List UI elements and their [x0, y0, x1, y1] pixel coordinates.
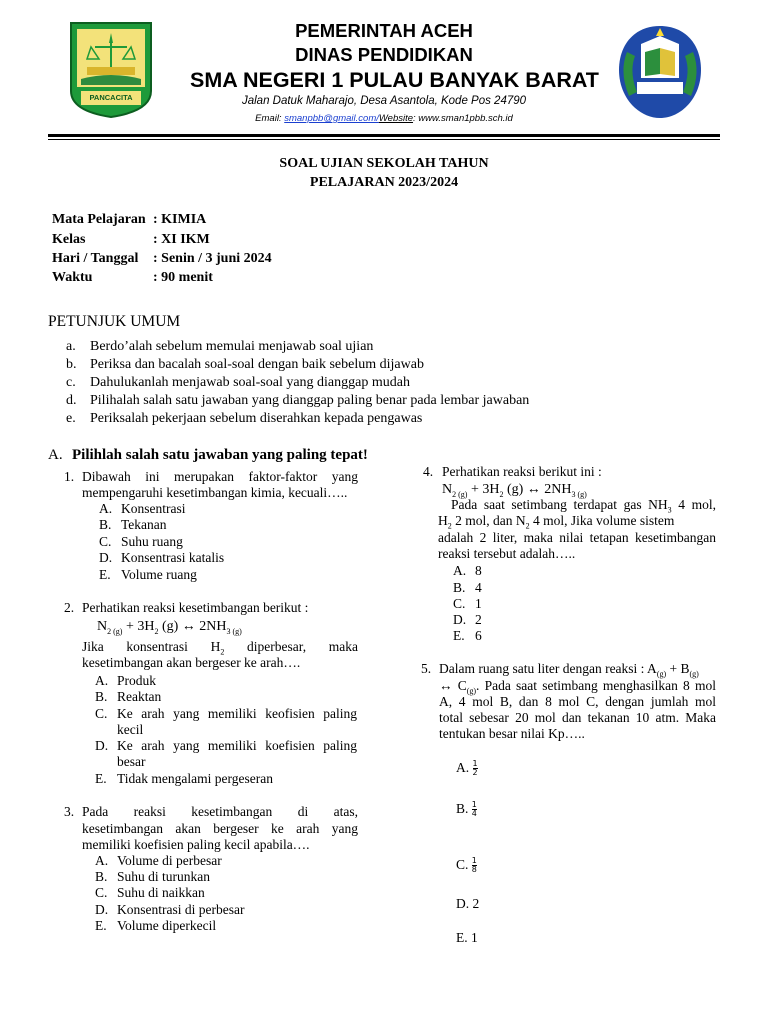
info-date: Hari / Tanggal : Senin / 3 juni 2024: [52, 251, 272, 266]
question-2-line: Jika konsentrasi $H_2$ diperbesar, maka: [82, 639, 358, 657]
answer-option[interactable]: B. Suhu di turunkan: [95, 869, 210, 884]
instruction-item: a. Berdo’alah sebelum memulai menjawab soal ujian: [66, 339, 374, 354]
school-name: SMA NEGERI 1 PULAU BANYAK BARAT: [190, 68, 599, 92]
question-4-line: Perhatikan reaksi berikut ini :: [442, 464, 602, 479]
answer-option[interactable]: D. Konsentrasi katalis: [99, 550, 225, 565]
answer-option[interactable]: B. 4: [453, 580, 482, 595]
question-number: 5.: [421, 661, 432, 676]
question-number: 2.: [64, 600, 75, 615]
answer-option[interactable]: D. 2: [453, 612, 482, 627]
answer-option[interactable]: C. 1: [453, 596, 482, 611]
website-label: Website: [378, 113, 414, 124]
question-3-line: Pada reaksi kesetimbangan di atas,: [82, 804, 358, 819]
reaction-equation: $N_{2 (g)} + 3H_2$ (g) ↔ $2NH_{3 (g)}$: [442, 482, 587, 499]
email-link[interactable]: smanpbb@gmail.com/: [284, 113, 379, 124]
instruction-item: c. Dahulukanlah menjawab soal-soal yang dianggap mudah: [66, 375, 410, 390]
instruction-item: d. Pilihalah salah satu jawaban yang dianggap paling benar pada lembar jawaban: [66, 393, 530, 408]
question-number: 3.: [64, 804, 75, 819]
fraction: $\frac{1}{2}$: [472, 759, 478, 778]
logo-label: PANCACITA: [89, 93, 133, 102]
question-number: 4.: [423, 464, 434, 479]
answer-option[interactable]: E. Volume diperkecil: [95, 918, 217, 933]
info-subject: Mata Pelajaran : KIMIA: [52, 212, 207, 227]
fraction: $\frac{1}{8}$: [471, 856, 477, 875]
answer-option[interactable]: C. Suhu di naikkan: [95, 885, 205, 900]
answer-option[interactable]: C. $\frac{1}{8}$: [456, 856, 477, 875]
answer-option[interactable]: D. 2: [456, 896, 480, 911]
exam-title-line2: PELAJARAN 2023/2024: [309, 175, 459, 190]
question-5-line: tentukan besar nilai Kp…..: [439, 726, 585, 741]
header-rule-thick: [48, 134, 720, 137]
section-heading: A. Pilihlah salah satu jawaban yang paling tepat!: [48, 447, 368, 463]
answer-option[interactable]: C. Suhu ruang: [99, 534, 183, 549]
answer-option[interactable]: B. Tekanan: [99, 517, 167, 532]
info-class: Kelas : XI IKM: [52, 232, 210, 247]
question-4-line: Pada saat setimbang terdapat gas $NH_3$ 4 mol,: [451, 497, 716, 515]
question-1-line: mempengaruhi kesetimbangan kimia, kecuali…..: [82, 485, 348, 500]
answer-option[interactable]: A. $\frac{1}{2}$: [456, 759, 478, 778]
answer-option-continued: kecil: [117, 722, 144, 737]
fraction: $\frac{1}{4}$: [471, 800, 477, 819]
answer-option-continued: besar: [117, 754, 146, 769]
question-1-line: Dibawah ini merupakan faktor-faktor yang: [82, 469, 358, 484]
answer-option[interactable]: E. 1: [456, 930, 478, 945]
answer-option[interactable]: A. Konsentrasi: [99, 501, 186, 516]
instructions-title: PETUNJUK UMUM: [48, 313, 181, 330]
question-3-line: kesetimbangan akan bergeser ke arah yang: [82, 821, 358, 836]
answer-option[interactable]: B. $\frac{1}{4}$: [456, 800, 477, 819]
contact-line: [0, 113, 768, 124]
answer-option[interactable]: C. Ke arah yang memiliki keofisien paling: [95, 706, 357, 721]
header-line2: DINAS PENDIDIKAN: [295, 44, 473, 65]
question-5-line: ↔ $C_{(g)}$. Pada saat setimbang menghasilkan 8 mol: [439, 678, 716, 696]
question-5-line: A, 4 mol B, dan 8 mol C, dengan jumlah mol: [439, 694, 716, 709]
answer-option[interactable]: E. 6: [453, 628, 482, 643]
info-time: Waktu : 90 menit: [52, 270, 213, 285]
question-5-line: total sebesar 20 mol dan tekanan 10 atm. Maka: [439, 710, 716, 725]
question-number: 1.: [64, 469, 75, 484]
header-line1: PEMERINTAH ACEH: [295, 20, 473, 41]
school-address: Jalan Datuk Maharajo, Desa Asantola, Kode Pos 24790: [241, 95, 527, 107]
website-text[interactable]: : www.sman1pbb.sch.id: [413, 113, 513, 124]
answer-option[interactable]: B. Reaktan: [95, 689, 162, 704]
answer-option[interactable]: E. Volume ruang: [99, 567, 197, 582]
answer-option[interactable]: A. Produk: [95, 673, 157, 688]
question-2-line: Perhatikan reaksi kesetimbangan berikut :: [82, 600, 309, 615]
question-2-line: kesetimbangan akan bergeser ke arah….: [82, 655, 301, 670]
answer-option[interactable]: D. Ke arah yang memiliki koefisien paling: [95, 738, 357, 753]
header-rule-thin: [48, 139, 720, 140]
question-5-line: Dalam ruang satu liter dengan reaksi : $A_{(g)} + B_{(g)}$: [439, 661, 699, 679]
answer-option[interactable]: A. Volume di perbesar: [95, 853, 222, 868]
question-3-line: memiliki koefisien paling kecil apabila….: [82, 837, 310, 852]
instruction-item: e. Periksalah pekerjaan sebelum diserahkan kepada pengawas: [66, 411, 423, 426]
exam-title-line1: SOAL UJIAN SEKOLAH TAHUN: [279, 156, 489, 171]
question-4-line: $H_2$ 2 mol, dan $N_2$ 4 mol, Jika volume sistem: [438, 513, 675, 531]
email-label: Email:: [255, 113, 282, 124]
answer-option[interactable]: A. 8: [453, 563, 482, 578]
question-4-line: adalah 2 liter, maka nilai tetapan kesetimbangan: [438, 530, 716, 545]
instruction-item: b. Periksa dan bacalah soal-soal dengan baik sebelum dijawab: [66, 357, 424, 372]
question-4-line: reaksi tersebut adalah…..: [438, 546, 576, 561]
answer-option[interactable]: E. Tidak mengalami pergeseran: [95, 771, 273, 786]
reaction-equation: $N_{2 (g)} + 3H_2$ (g) ↔ $2NH_{3 (g)}$: [97, 619, 242, 636]
answer-option[interactable]: D. Konsentrasi di perbesar: [95, 902, 245, 917]
